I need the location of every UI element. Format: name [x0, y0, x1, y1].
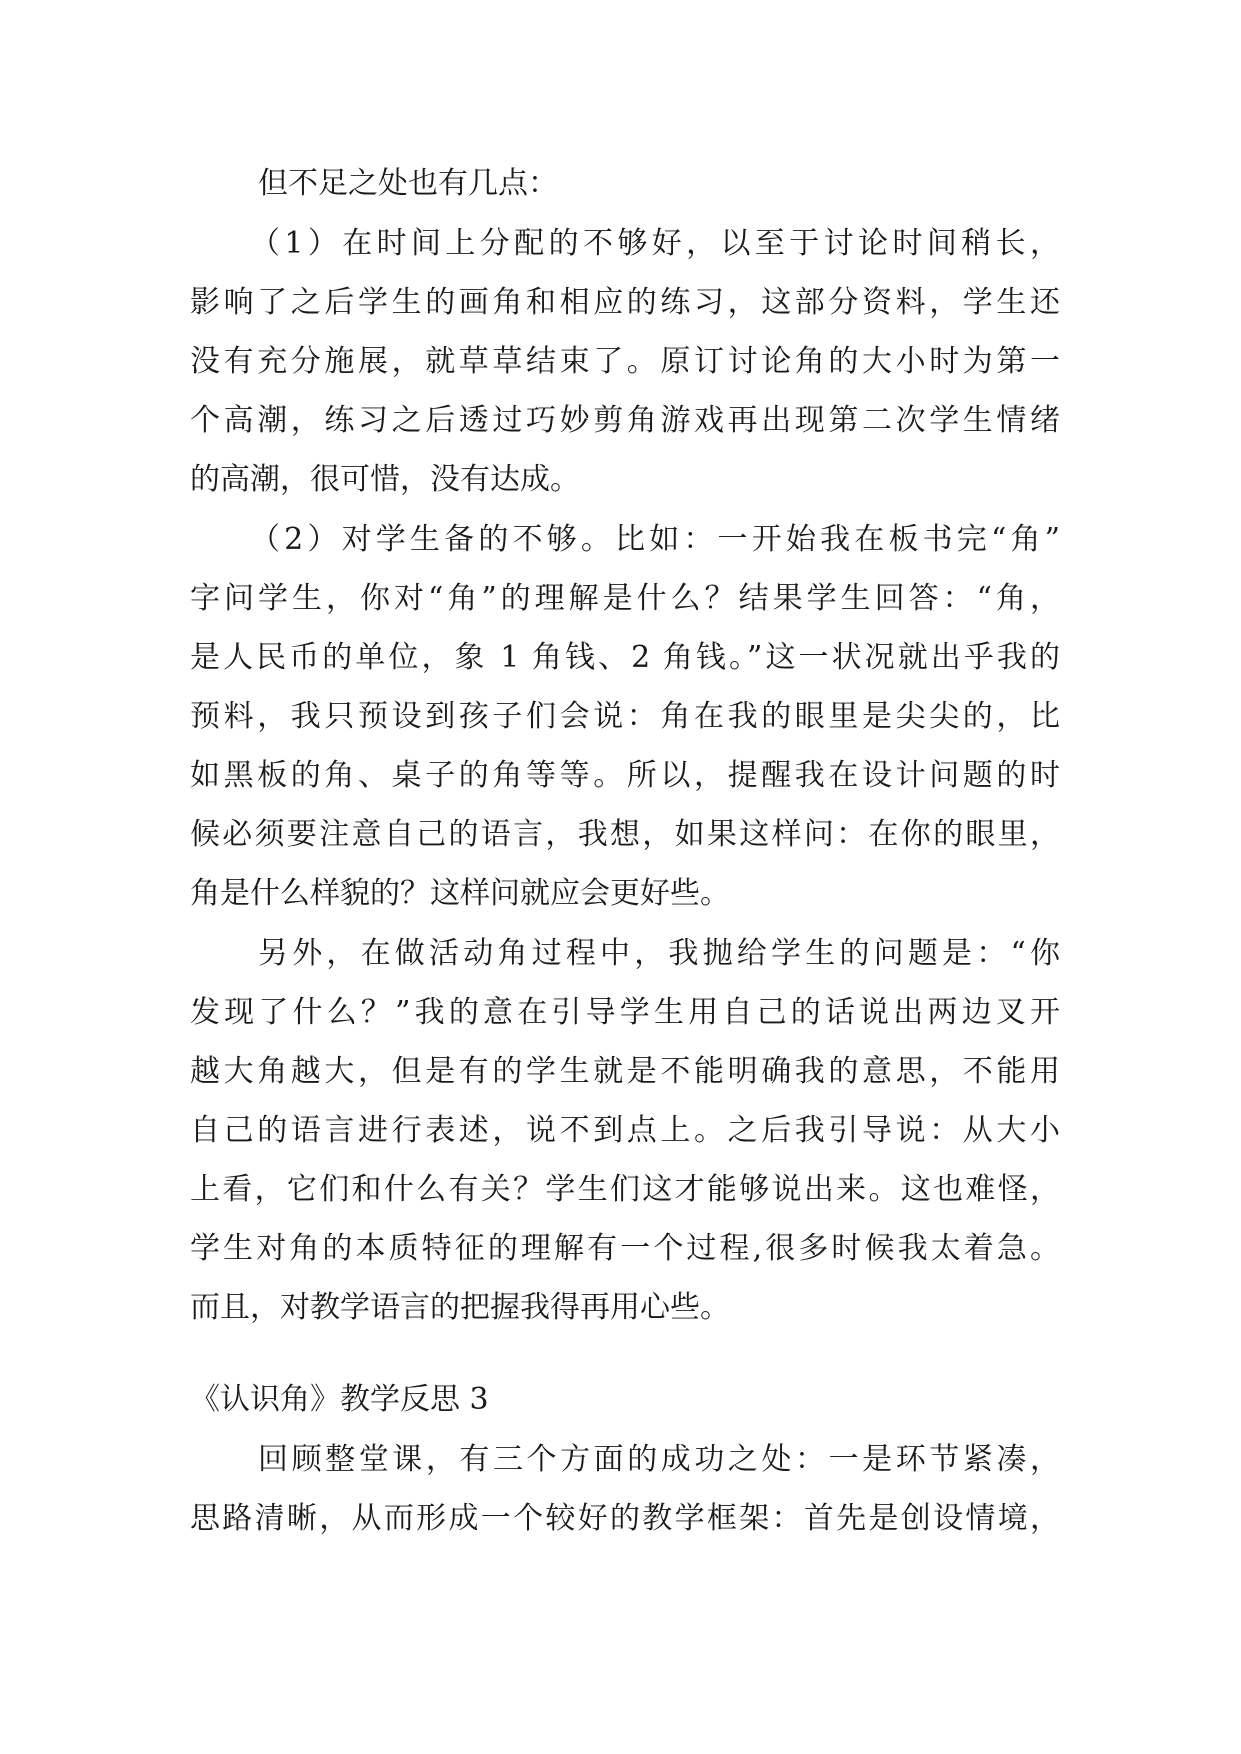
section-title: 《认识角》教学反思 3	[190, 1382, 489, 1417]
point2-line-5: 如黑板的角、桌子的角等等。所以，提醒我在设计问题的时	[190, 758, 1060, 793]
point2-line-4: 预料，我只预设到孩子们会说：角在我的眼里是尖尖的，比	[190, 699, 1060, 734]
intro-line: 但不足之处也有几点：	[258, 166, 558, 201]
point2-line-2: 字问学生，你对“角”的理解是什么？结果学生回答：“角，	[190, 581, 1060, 616]
point2-line-3: 是人民币的单位，象 1 角钱、2 角钱。”这一状况就出乎我的	[190, 640, 1060, 675]
point1-line-1: （1）在时间上分配的不够好，以至于讨论时间稍长，	[250, 226, 1060, 261]
point1-line-2: 影响了之后学生的画角和相应的练习，这部分资料，学生还	[190, 285, 1060, 320]
paragraph3-line-7: 而且，对教学语言的把握我得再用心些。	[190, 1290, 730, 1325]
section2-line-1: 回顾整堂课，有三个方面的成功之处：一是环节紧凑，	[258, 1442, 1060, 1477]
point2-line-7: 角是什么样貌的？这样问就应会更好些。	[190, 876, 730, 911]
paragraph3-line-5: 上看，它们和什么有关？学生们这才能够说出来。这也难怪，	[190, 1172, 1060, 1207]
point1-line-4: 个高潮，练习之后透过巧妙剪角游戏再出现第二次学生情绪	[190, 403, 1060, 438]
point1-line-5: 的高潮，很可惜，没有达成。	[190, 462, 580, 497]
point1-line-3: 没有充分施展，就草草结束了。原订讨论角的大小时为第一	[190, 344, 1060, 379]
section2-line-2: 思路清晰，从而形成一个较好的教学框架：首先是创设情境，	[190, 1501, 1060, 1536]
paragraph3-line-4: 自己的语言进行表述，说不到点上。之后我引导说：从大小	[190, 1113, 1060, 1148]
paragraph3-line-3: 越大角越大，但是有的学生就是不能明确我的意思，不能用	[190, 1054, 1060, 1089]
paragraph3-line-1: 另外，在做活动角过程中，我抛给学生的问题是：“你	[258, 936, 1060, 971]
paragraph3-line-6: 学生对角的本质特征的理解有一个过程,很多时候我太着急。	[190, 1231, 1060, 1266]
paragraph3-line-2: 发现了什么？”我的意在引导学生用自己的话说出两边叉开	[190, 995, 1060, 1030]
point2-line-6: 候必须要注意自己的语言，我想，如果这样问：在你的眼里，	[190, 817, 1060, 852]
point2-line-1: （2）对学生备的不够。比如：一开始我在板书完“角”	[250, 522, 1060, 557]
